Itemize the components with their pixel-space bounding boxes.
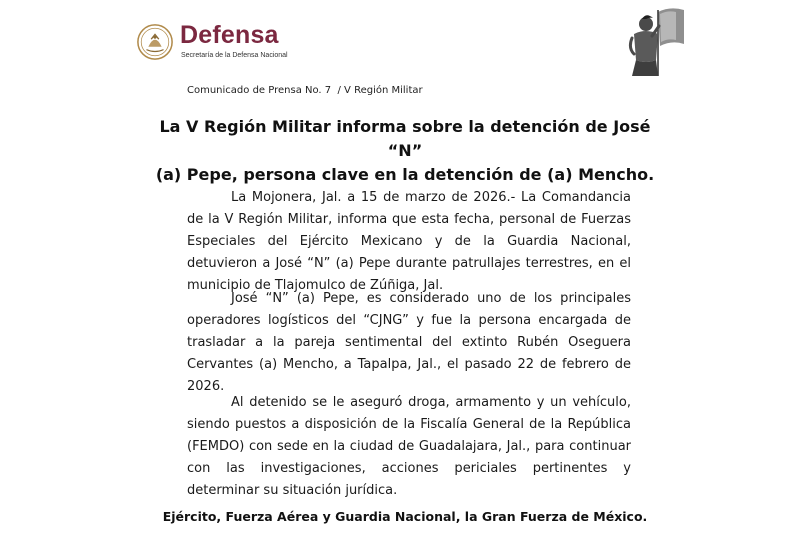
paragraph-2: José “N” (a) Pepe, es considerado uno de los principales operadores logísticos del “CJNG” y fue la persona encargada de trasladar a la pareja sentimental del extinto Rubén Oseguera Cervantes (a) Mencho, a Tapalpa, Jal., el pasado 22 de febrero de 2026. xyxy=(187,291,631,394)
paragraph-1: La Mojonera, Jal. a 15 de marzo de 2026.- La Comandancia de la V Región Militar, informa que esta fecha, personal de Fuerzas Especiales del Ejército Mexicano y de la Guardia Nacional, detuvieron a José “N” (a) Pepe durante patrullajes terrestres, en el municipio de Tlajomulco de Zúñiga, Jal. xyxy=(187,190,631,293)
closing-slogan: Ejército, Fuerza Aérea y Guardia Nacional, la Gran Fuerza de México. xyxy=(162,509,648,524)
brand-subtitle: Secretaría de la Defensa Nacional xyxy=(181,52,288,59)
headline-line-1: La V Región Militar informa sobre la detención de José “N” xyxy=(159,117,651,160)
national-seal-icon xyxy=(136,23,174,61)
press-release-reference: Comunicado de Prensa No. 7 / V Región Militar xyxy=(187,85,423,96)
headline-line-2: (a) Pepe, persona clave en la detención de (a) Mencho. xyxy=(155,165,655,184)
page-header xyxy=(0,0,800,80)
headline xyxy=(150,115,660,187)
brand-title: Defensa xyxy=(180,21,279,49)
flag-bearer-illustration-icon xyxy=(612,4,688,78)
paragraph-3: Al detenido se le aseguró droga, armamento y un vehículo, siendo puestos a disposición de la Fiscalía General de la República (FEMDO) con sede en la ciudad de Guadalajara, Jal., para continuar con las investigaciones, acciones periciales pertinentes y determinar su situación jurídica. xyxy=(187,395,631,498)
